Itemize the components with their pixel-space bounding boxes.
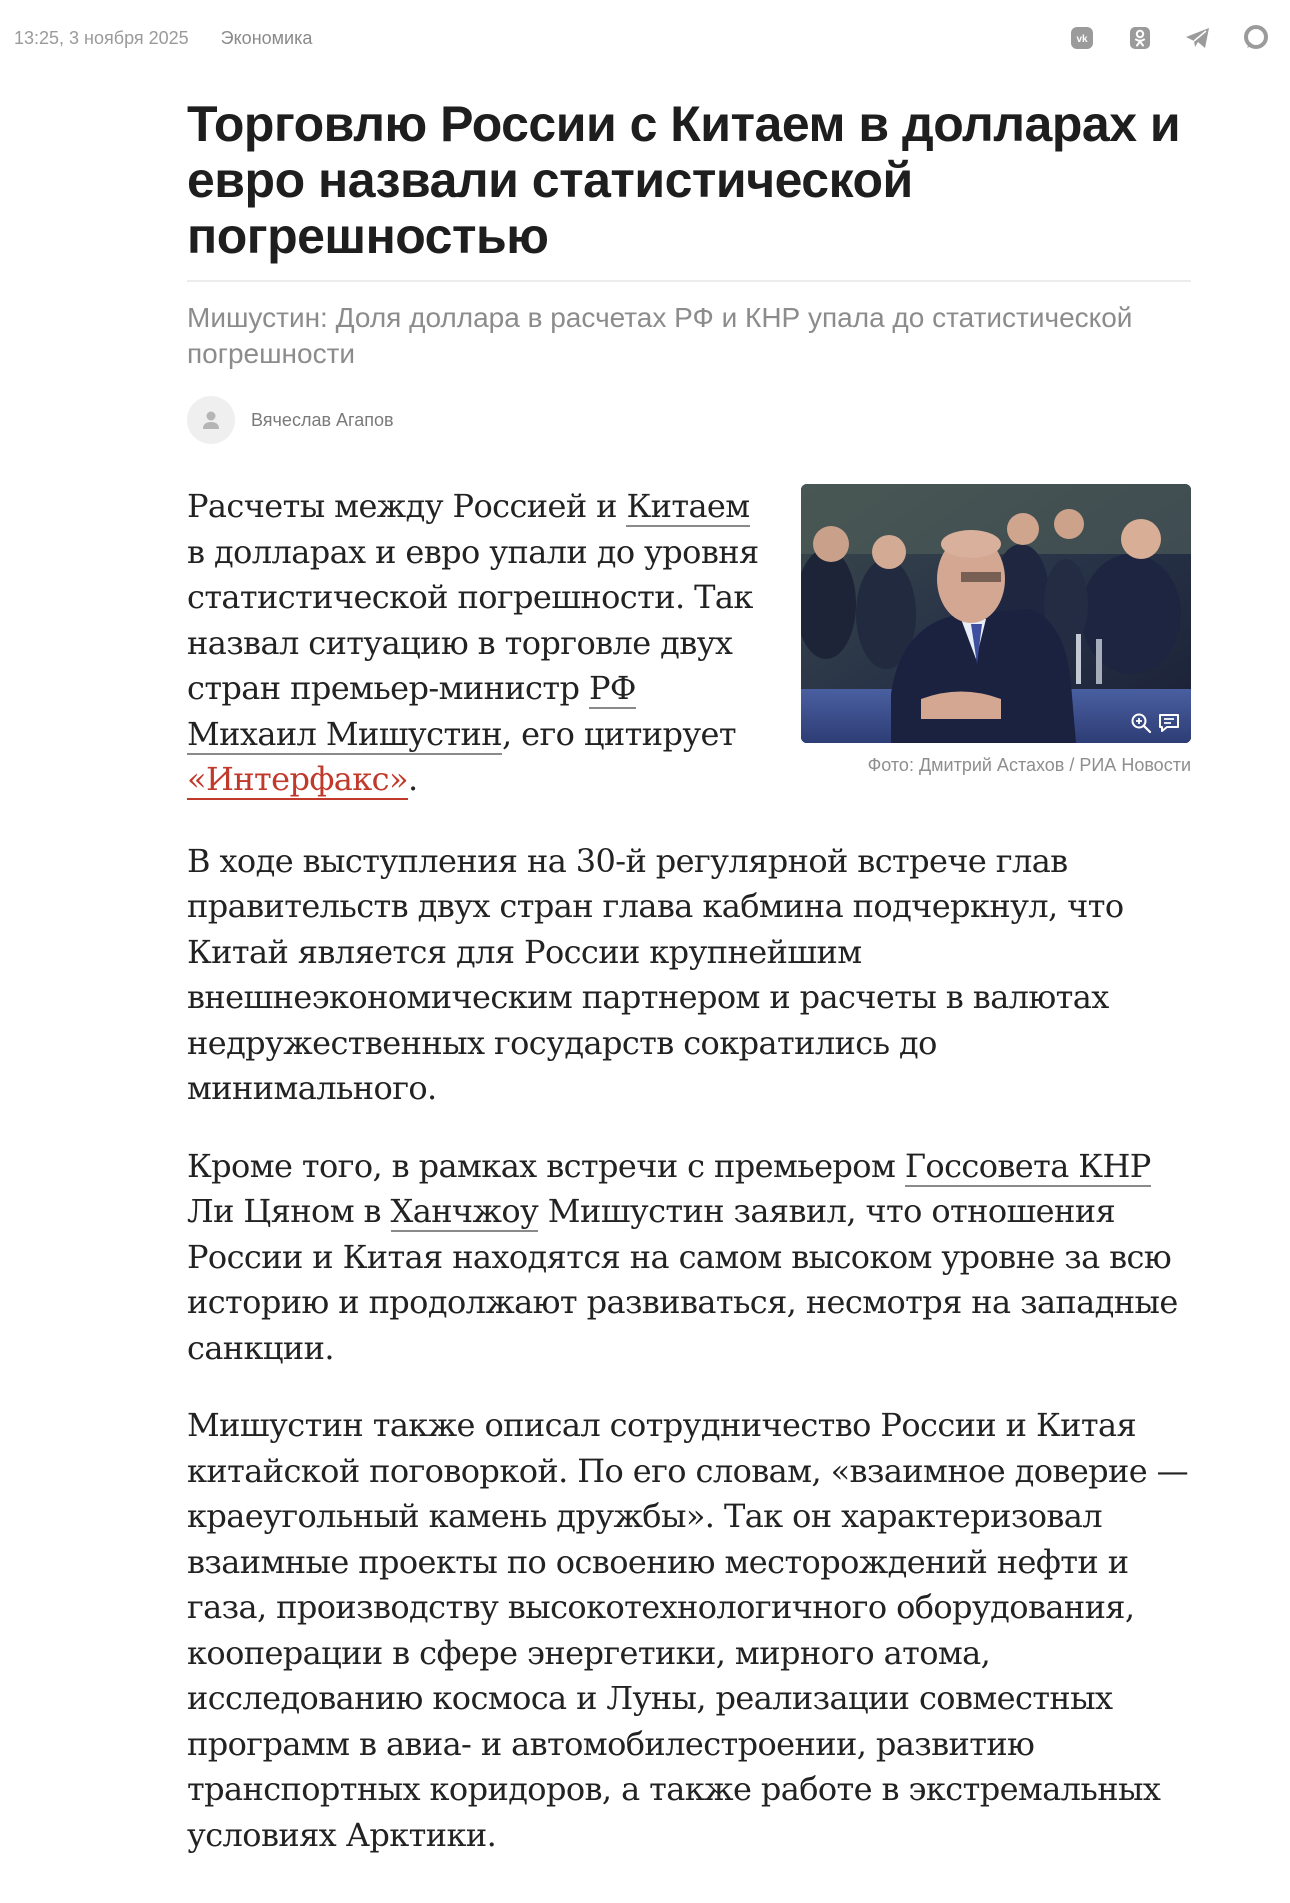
link-mishustin[interactable]: Михаил Мишустин [187, 714, 503, 753]
article-figure [801, 484, 1191, 776]
text-span: в долларах и евро упали до уровня статистической погрешности. Так назвал ситуацию в торговле двух стран премьер-министр [187, 532, 759, 707]
article-meta [14, 28, 312, 49]
avatar [187, 396, 235, 444]
category-link[interactable]: Экономика [220, 28, 313, 48]
photo-credit: Фото: Дмитрий Астахов / РИА Новости [867, 755, 1191, 775]
link-gossovet[interactable]: Госсовета КНР [904, 1146, 1151, 1185]
vk-icon [1070, 26, 1094, 50]
paragraph-2: В ходе выступления на 30-й регулярной встрече глав правительств двух стран глава кабмина подчеркнул, что Китай является для России крупнейшим внешнеэкономическим партнером и расчеты в валютах недружественных государств сократились до минимального. [187, 841, 1124, 1107]
share-ok-button[interactable] [1124, 22, 1156, 54]
link-hangzhou[interactable]: Ханчжоу [390, 1192, 539, 1230]
publish-datetime: 13:25, 3 ноября 2025 [14, 28, 189, 48]
link-china[interactable]: Китаем [626, 487, 750, 525]
caption-icon[interactable] [1157, 711, 1181, 735]
paragraph-4: Мишустин также описал сотрудничество России и Китая китайской поговоркой. По его словам, «взаимное доверие — краеугольный камень дружбы». Так он характеризовал взаимные проекты по освоению месторождений нефти и газа, производству высокотехнологичного оборудования, кооперации в сфере энергетики, мирного атома, исследованию космоса и Луны, реализации совместных программ в авиа- и автомобилестроении, развитию транспортных коридоров, а также работе в экстремальных условиях Арктики. [187, 1406, 1189, 1854]
article-body [187, 484, 1191, 1858]
share-telegram-button[interactable] [1182, 22, 1214, 54]
article [187, 96, 1191, 1890]
user-icon [200, 409, 222, 431]
article-lead: Мишустин: Доля доллара в расчетах РФ и КНР упала до статистической погрешности [187, 302, 1133, 369]
author-name[interactable]: Вячеслав Агапов [251, 409, 394, 430]
text-span: Кроме того, в рамках встречи с премьером [187, 1146, 905, 1185]
text-span: Ли Цяном в [187, 1192, 391, 1230]
photo-tools [1129, 711, 1181, 735]
odnoklassniki-icon [1128, 26, 1152, 50]
text-span: , его цитирует [502, 714, 736, 753]
paragraph-3 [187, 1144, 1191, 1372]
author-block[interactable] [187, 396, 1191, 444]
zoom-icon[interactable] [1129, 711, 1153, 735]
top-bar [0, 0, 1290, 82]
photo-image [801, 484, 1191, 743]
share-vk-button[interactable] [1066, 22, 1098, 54]
link-rf[interactable]: РФ [588, 669, 636, 707]
svg-text:vk: vk [1076, 34, 1088, 45]
article-title: Торговлю России с Китаем в долларах и евро назвали статистической погрешностью [187, 96, 1191, 282]
article-photo[interactable] [801, 484, 1191, 743]
share-bar [1066, 22, 1272, 54]
text-span: . [407, 760, 418, 798]
text-span: Расчеты между Россией и [187, 487, 627, 525]
comments-button[interactable] [1240, 22, 1272, 54]
link-interfax[interactable]: «Интерфакс» [187, 760, 408, 798]
telegram-icon [1184, 26, 1212, 50]
comments-icon [1242, 24, 1270, 52]
text-span: Мишустин заявил, что отношения России и Китая находятся на самом высоком уровне за всю историю и продолжают развиваться, несмотря на западные санкции. [187, 1192, 1178, 1367]
